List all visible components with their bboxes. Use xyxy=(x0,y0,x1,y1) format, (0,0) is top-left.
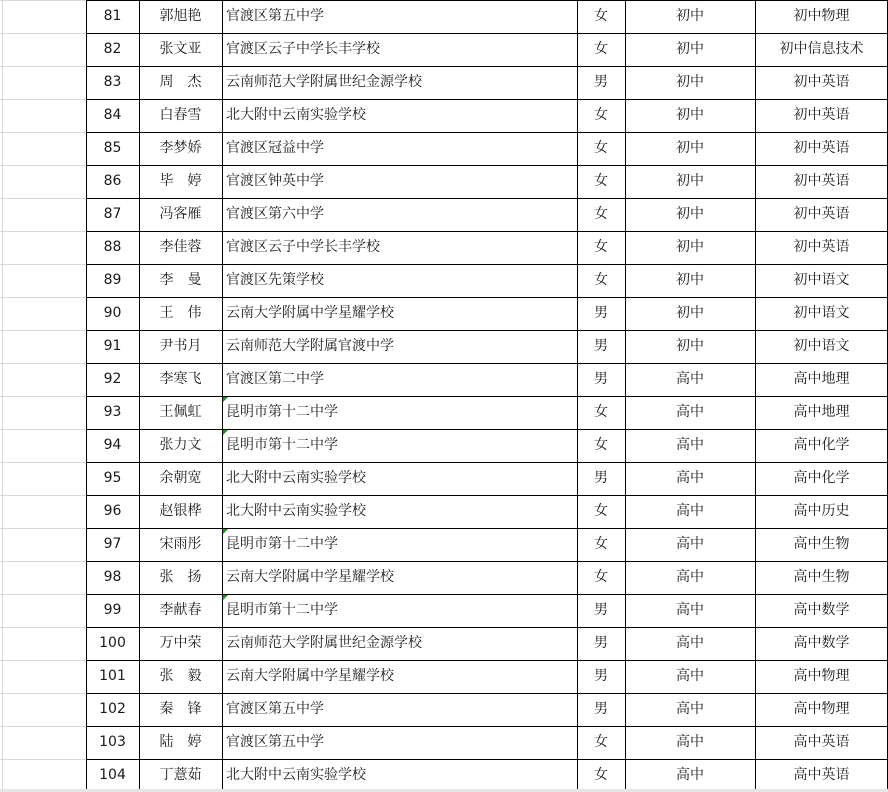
sheet-gridline xyxy=(0,363,86,364)
teacher-name[interactable]: 李献春 xyxy=(159,602,202,618)
row-number[interactable]: 87 xyxy=(103,206,122,222)
subject[interactable]: 高中数学 xyxy=(793,602,850,618)
row-number[interactable]: 97 xyxy=(103,536,122,552)
school-level[interactable]: 高中 xyxy=(676,536,704,552)
subject[interactable]: 初中英语 xyxy=(793,239,850,255)
school-name[interactable]: 云南师范大学附属官渡中学 xyxy=(226,338,394,354)
subject[interactable]: 高中化学 xyxy=(793,437,850,453)
school-name[interactable]: 官渡区云子中学长丰学校 xyxy=(226,41,380,57)
row-number[interactable]: 100 xyxy=(99,635,126,651)
gender[interactable]: 男 xyxy=(594,635,608,651)
school-name[interactable]: 云南大学附属中学星耀学校 xyxy=(226,305,394,321)
gender[interactable]: 女 xyxy=(594,767,608,783)
row-number[interactable]: 92 xyxy=(103,371,122,387)
subject[interactable]: 高中物理 xyxy=(793,668,850,684)
row-border xyxy=(86,726,888,727)
subject[interactable]: 初中物理 xyxy=(793,8,850,24)
row-border xyxy=(86,330,888,331)
sheet-gridline xyxy=(0,330,86,331)
subject[interactable]: 初中语文 xyxy=(793,305,850,321)
sheet-gridline xyxy=(0,693,86,694)
school-level[interactable]: 高中 xyxy=(676,635,704,651)
row-number[interactable]: 83 xyxy=(103,74,122,90)
row-number[interactable]: 82 xyxy=(103,41,122,57)
school-level[interactable]: 高中 xyxy=(676,569,704,585)
subject[interactable]: 高中物理 xyxy=(793,701,850,717)
sheet-gridline xyxy=(0,462,86,463)
subject[interactable]: 初中英语 xyxy=(793,206,850,222)
school-name[interactable]: 昆明市第十二中学 xyxy=(226,404,338,420)
row-border xyxy=(86,132,888,133)
teacher-name[interactable]: 毕 婷 xyxy=(159,173,202,189)
school-name[interactable]: 云南大学附属中学星耀学校 xyxy=(226,569,394,585)
sheet-gridline xyxy=(0,660,86,661)
school-level[interactable]: 高中 xyxy=(676,767,704,783)
cell-note-flag-icon[interactable] xyxy=(223,397,228,402)
school-level[interactable]: 初中 xyxy=(676,239,704,255)
gender[interactable]: 男 xyxy=(594,701,608,717)
school-name[interactable]: 官渡区先策学校 xyxy=(226,272,324,288)
school-name[interactable]: 昆明市第十二中学 xyxy=(226,437,338,453)
school-level[interactable]: 初中 xyxy=(676,41,704,57)
sheet-gridline xyxy=(0,429,86,430)
sheet-gridline xyxy=(0,759,86,760)
teacher-name[interactable]: 尹书月 xyxy=(159,338,202,354)
row-border xyxy=(86,66,888,67)
gender[interactable]: 女 xyxy=(594,404,608,420)
school-level[interactable]: 初中 xyxy=(676,272,704,288)
sheet-gridline xyxy=(0,0,86,1)
school-level[interactable]: 初中 xyxy=(676,140,704,156)
teacher-name[interactable]: 陆 婷 xyxy=(159,734,202,750)
school-name[interactable]: 官渡区冠益中学 xyxy=(226,140,324,156)
row-border xyxy=(86,198,888,199)
row-border xyxy=(86,693,888,694)
sheet-gridline xyxy=(0,99,86,100)
teacher-name[interactable]: 冯客雁 xyxy=(159,206,202,222)
row-number[interactable]: 96 xyxy=(103,503,122,519)
school-level[interactable]: 初中 xyxy=(676,74,704,90)
row-number[interactable]: 101 xyxy=(99,668,126,684)
school-name[interactable]: 官渡区第五中学 xyxy=(226,701,324,717)
column-border xyxy=(755,0,756,792)
school-name[interactable]: 昆明市第十二中学 xyxy=(226,602,338,618)
row-number[interactable]: 95 xyxy=(103,470,122,486)
teacher-name[interactable]: 丁薏茹 xyxy=(159,767,202,783)
subject[interactable]: 初中语文 xyxy=(793,272,850,288)
subject[interactable]: 高中生物 xyxy=(793,569,850,585)
school-level[interactable]: 高中 xyxy=(676,470,704,486)
row-border xyxy=(86,264,888,265)
row-number[interactable]: 85 xyxy=(103,140,122,156)
school-name[interactable]: 北大附中云南实验学校 xyxy=(226,503,366,519)
school-level[interactable]: 初中 xyxy=(676,305,704,321)
row-border xyxy=(86,363,888,364)
row-border xyxy=(86,594,888,595)
row-number[interactable]: 91 xyxy=(103,338,122,354)
gender[interactable]: 女 xyxy=(594,8,608,24)
school-name[interactable]: 云南师范大学附属世纪金源学校 xyxy=(226,635,422,651)
row-number[interactable]: 103 xyxy=(99,734,126,750)
teacher-name[interactable]: 赵银桦 xyxy=(159,503,202,519)
gender[interactable]: 男 xyxy=(594,470,608,486)
gender[interactable]: 女 xyxy=(594,569,608,585)
gender[interactable]: 男 xyxy=(594,74,608,90)
school-name[interactable]: 官渡区第五中学 xyxy=(226,734,324,750)
sheet-gridline xyxy=(0,594,86,595)
teacher-name[interactable]: 王佩虹 xyxy=(159,404,202,420)
gender[interactable]: 女 xyxy=(594,437,608,453)
sheet-gridline xyxy=(0,297,86,298)
school-level[interactable]: 高中 xyxy=(676,503,704,519)
sheet-gridline xyxy=(0,726,86,727)
row-border xyxy=(86,0,888,1)
cell-note-flag-icon[interactable] xyxy=(223,430,228,435)
subject[interactable]: 初中英语 xyxy=(793,173,850,189)
row-border xyxy=(86,396,888,397)
gender[interactable]: 女 xyxy=(594,173,608,189)
school-level[interactable]: 初中 xyxy=(676,206,704,222)
school-level[interactable]: 高中 xyxy=(676,404,704,420)
school-name[interactable]: 昆明市第十二中学 xyxy=(226,536,338,552)
subject[interactable]: 初中语文 xyxy=(793,338,850,354)
row-border xyxy=(86,297,888,298)
gender[interactable]: 女 xyxy=(594,140,608,156)
row-number[interactable]: 88 xyxy=(103,239,122,255)
school-name[interactable]: 北大附中云南实验学校 xyxy=(226,107,366,123)
sheet-gridline xyxy=(0,396,86,397)
subject[interactable]: 高中地理 xyxy=(793,371,850,387)
school-level[interactable]: 高中 xyxy=(676,371,704,387)
teacher-name[interactable]: 张 毅 xyxy=(159,668,202,684)
school-name[interactable]: 官渡区云子中学长丰学校 xyxy=(226,239,380,255)
sheet-gridline xyxy=(0,198,86,199)
row-border xyxy=(86,165,888,166)
school-level[interactable]: 初中 xyxy=(676,107,704,123)
teacher-name[interactable]: 李寒飞 xyxy=(159,371,202,387)
school-level[interactable]: 高中 xyxy=(676,668,704,684)
row-number[interactable]: 93 xyxy=(103,404,122,420)
row-border xyxy=(86,462,888,463)
school-name[interactable]: 官渡区第二中学 xyxy=(226,371,324,387)
row-border xyxy=(86,528,888,529)
school-level[interactable]: 初中 xyxy=(676,338,704,354)
gender[interactable]: 男 xyxy=(594,668,608,684)
gender[interactable]: 女 xyxy=(594,734,608,750)
row-number[interactable]: 81 xyxy=(103,8,122,24)
school-name[interactable]: 北大附中云南实验学校 xyxy=(226,767,366,783)
teacher-name[interactable]: 李梦娇 xyxy=(159,140,202,156)
school-level[interactable]: 高中 xyxy=(676,437,704,453)
row-border xyxy=(86,231,888,232)
row-number[interactable]: 86 xyxy=(103,173,122,189)
school-level[interactable]: 高中 xyxy=(676,734,704,750)
teacher-name[interactable]: 郭旭艳 xyxy=(159,8,202,24)
subject[interactable]: 初中英语 xyxy=(793,107,850,123)
sheet-gridline xyxy=(0,528,86,529)
gender[interactable]: 女 xyxy=(594,272,608,288)
row-number[interactable]: 98 xyxy=(103,569,122,585)
subject[interactable]: 初中英语 xyxy=(793,140,850,156)
subject[interactable]: 高中生物 xyxy=(793,536,850,552)
column-border xyxy=(625,0,626,792)
row-border xyxy=(86,33,888,34)
subject[interactable]: 初中英语 xyxy=(793,74,850,90)
row-border xyxy=(86,495,888,496)
sheet-gridline xyxy=(0,264,86,265)
subject[interactable]: 高中地理 xyxy=(793,404,850,420)
teacher-name[interactable]: 万中荣 xyxy=(159,635,202,651)
school-name[interactable]: 云南师范大学附属世纪金源学校 xyxy=(226,74,422,90)
row-border xyxy=(86,759,888,760)
teacher-name[interactable]: 王 伟 xyxy=(159,305,202,321)
sheet-gridline xyxy=(2,0,3,792)
subject[interactable]: 高中数学 xyxy=(793,635,850,651)
cell-note-flag-icon[interactable] xyxy=(223,595,228,600)
subject[interactable]: 高中历史 xyxy=(793,503,850,519)
sheet-gridline xyxy=(0,33,86,34)
cell-note-flag-icon[interactable] xyxy=(223,529,228,534)
school-name[interactable]: 官渡区钟英中学 xyxy=(226,173,324,189)
row-border xyxy=(86,660,888,661)
teacher-name[interactable]: 余朝宽 xyxy=(159,470,202,486)
gender[interactable]: 女 xyxy=(594,107,608,123)
school-level[interactable]: 初中 xyxy=(676,173,704,189)
teacher-name[interactable]: 张文亚 xyxy=(159,41,202,57)
column-border xyxy=(222,0,223,792)
gender[interactable]: 女 xyxy=(594,41,608,57)
school-name[interactable]: 北大附中云南实验学校 xyxy=(226,470,366,486)
gender[interactable]: 女 xyxy=(594,503,608,519)
sheet-gridline xyxy=(0,495,86,496)
subject[interactable]: 高中英语 xyxy=(793,767,850,783)
gender[interactable]: 男 xyxy=(594,305,608,321)
row-border xyxy=(86,429,888,430)
sheet-gridline xyxy=(0,627,86,628)
school-level[interactable]: 高中 xyxy=(676,602,704,618)
school-name[interactable]: 云南大学附属中学星耀学校 xyxy=(226,668,394,684)
row-border xyxy=(86,99,888,100)
subject[interactable]: 高中化学 xyxy=(793,470,850,486)
gender[interactable]: 男 xyxy=(594,338,608,354)
row-number[interactable]: 94 xyxy=(103,437,122,453)
gender[interactable]: 女 xyxy=(594,239,608,255)
teacher-name[interactable]: 张力文 xyxy=(159,437,202,453)
teacher-name[interactable]: 张 扬 xyxy=(159,569,202,585)
teacher-name[interactable]: 白春雪 xyxy=(159,107,202,123)
gender[interactable]: 男 xyxy=(594,602,608,618)
teacher-name[interactable]: 李佳蓉 xyxy=(159,239,202,255)
row-number[interactable]: 102 xyxy=(99,701,126,717)
school-name[interactable]: 官渡区第五中学 xyxy=(226,8,324,24)
school-level[interactable]: 高中 xyxy=(676,701,704,717)
row-border xyxy=(86,561,888,562)
row-border xyxy=(86,627,888,628)
gender[interactable]: 女 xyxy=(594,206,608,222)
gender[interactable]: 女 xyxy=(594,536,608,552)
row-number[interactable]: 84 xyxy=(103,107,122,123)
sheet-gridline xyxy=(0,561,86,562)
teacher-name[interactable]: 周 杰 xyxy=(159,74,202,90)
school-level[interactable]: 初中 xyxy=(676,8,704,24)
sheet-gridline xyxy=(0,231,86,232)
school-name[interactable]: 官渡区第六中学 xyxy=(226,206,324,222)
teacher-name[interactable]: 李 曼 xyxy=(159,272,202,288)
teacher-name[interactable]: 秦 锋 xyxy=(159,701,202,717)
column-border xyxy=(577,0,578,792)
row-number[interactable]: 90 xyxy=(103,305,122,321)
teacher-name[interactable]: 宋雨彤 xyxy=(159,536,202,552)
column-border xyxy=(139,0,140,792)
row-number[interactable]: 89 xyxy=(103,272,122,288)
gender[interactable]: 男 xyxy=(594,371,608,387)
row-number[interactable]: 104 xyxy=(99,767,126,783)
sheet-gridline xyxy=(0,132,86,133)
sheet-gridline xyxy=(0,66,86,67)
sheet-gridline xyxy=(0,165,86,166)
subject[interactable]: 初中信息技术 xyxy=(779,41,864,57)
row-number[interactable]: 99 xyxy=(103,602,122,618)
column-border xyxy=(86,0,87,792)
subject[interactable]: 高中英语 xyxy=(793,734,850,750)
